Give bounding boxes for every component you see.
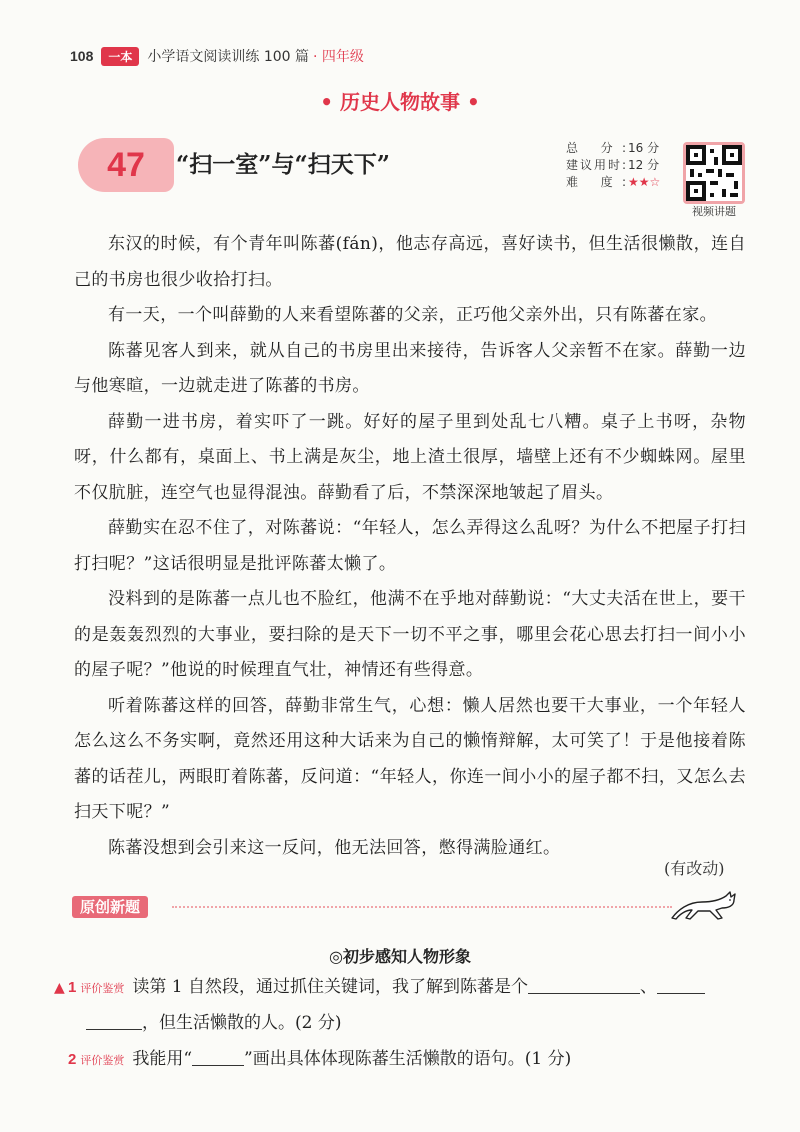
brand-logo: 一本	[101, 47, 139, 66]
paragraph-8: 陈蕃没想到会引来这一反问，他无法回答，憋得满脸通红。	[108, 837, 561, 858]
question-tag: 评价鉴赏	[80, 982, 125, 995]
lesson-title: “扫一室”与“扫天下”	[176, 151, 390, 178]
source-note: (有改动)	[664, 859, 725, 878]
question-text: 读第 1 自然段，通过抓住关键词，我了解到陈蕃是个	[132, 977, 528, 997]
flame-icon: ▲	[54, 980, 65, 996]
sub-heading: ◎初步感知人物形象	[329, 947, 471, 966]
question-tag: 评价鉴赏	[80, 1054, 125, 1067]
grade-label: · 四年级	[313, 49, 364, 65]
section-title: • 历史人物故事 •	[320, 90, 480, 114]
question-1	[54, 970, 705, 1040]
suggested-time-value: 12 分	[628, 158, 660, 172]
difficulty-label: 难 度:	[566, 175, 626, 189]
question-continuation	[86, 1006, 705, 1040]
difficulty-row	[566, 174, 660, 191]
dotted-divider	[172, 906, 672, 908]
page-header	[70, 44, 364, 68]
original-questions-banner: 原创新题	[72, 896, 148, 918]
paragraph-3: 陈蕃见客人到来，就从自己的书房里出来接待，告诉客人父亲暂不在家。薛勤一边与他寒暄，一边就走进了陈蕃的书房。	[74, 340, 746, 396]
question-text-end: ，但生活懒散的人。(2 分)	[142, 1013, 342, 1033]
paragraph-4: 薛勤一进书房，着实吓了一跳。好好的屋子里到处乱七八糟。桌子上书呀，杂物呀，什么都有，桌面上、书上满是灰尘，地上渣土很厚，墙壁上还有不少蜘蛛网。屋里不仅肮脏，连空气也显得混浊。薛勤看了后，不禁深深地皱起了眉头。	[74, 411, 746, 503]
suggested-time-label: 建议用时:	[566, 158, 626, 172]
paragraph-6: 没料到的是陈蕃一点儿也不脸红，他满不在乎地对薛勤说：“大丈夫活在世上，要干的是轰轰烈烈的大事业，要扫除的是天下一切不平之事，哪里会花心思去打扫一间小小的屋子呢？”他说的时候理直气壮，神情还有些得意。	[74, 589, 746, 680]
answer-blank[interactable]	[657, 973, 705, 994]
answer-blank[interactable]	[192, 1045, 244, 1066]
lesson-meta	[566, 140, 660, 191]
cat-icon	[668, 888, 740, 926]
qr-code[interactable]	[683, 142, 745, 204]
total-score-value: 16 分	[628, 141, 660, 155]
blank-separator: 、	[639, 977, 657, 997]
paragraph-2: 有一天，一个叫薛勤的人来看望陈蕃的父亲，正巧他父亲外出，只有陈蕃在家。	[108, 305, 717, 325]
question-number: 1	[68, 979, 77, 996]
question-text: 我能用“	[132, 1049, 193, 1069]
qr-caption: 视频讲题	[692, 205, 736, 218]
paragraph-1: 东汉的时候，有个青年叫陈蕃(fán)，他志存高远，喜好读书，但生活很懒散，连自己的书房也很少收拾打扫。	[74, 234, 746, 290]
paragraph-5: 薛勤实在忍不住了，对陈蕃说：“年轻人，怎么弄得这么乱呀？为什么不把屋子打扫打扫呢？”这话很明显是批评陈蕃太懒了。	[74, 518, 746, 574]
paragraph-7: 听着陈蕃这样的回答，薛勤非常生气，心想：懒人居然也要干大事业，一个年轻人怎么这么不务实啊，竟然还用这种大话来为自己的懒惰辩解，太可笑了！于是他接着陈蕃的话茬儿，两眼盯着陈蕃，反问道：“年轻人，你连一间小小的屋子都不扫，又怎么去扫天下呢？”	[74, 695, 746, 822]
question-text-end: ”画出具体体现陈蕃生活懒散的语句。(1 分)	[244, 1049, 572, 1069]
question-number: 2	[68, 1051, 77, 1068]
total-score-label: 总 分:	[566, 141, 626, 155]
answer-blank[interactable]	[528, 973, 640, 994]
page-number: 108	[70, 48, 94, 64]
question-2	[54, 1042, 571, 1078]
story-text	[74, 227, 746, 866]
answer-blank[interactable]	[86, 1009, 142, 1030]
suggested-time-row	[566, 157, 660, 174]
total-score-row	[566, 140, 660, 157]
difficulty-stars: ★★☆	[628, 175, 661, 189]
lesson-number-badge: 47	[78, 138, 174, 192]
qr-code-icon	[686, 145, 742, 201]
book-series-title: 小学语文阅读训练 100 篇	[147, 49, 309, 65]
